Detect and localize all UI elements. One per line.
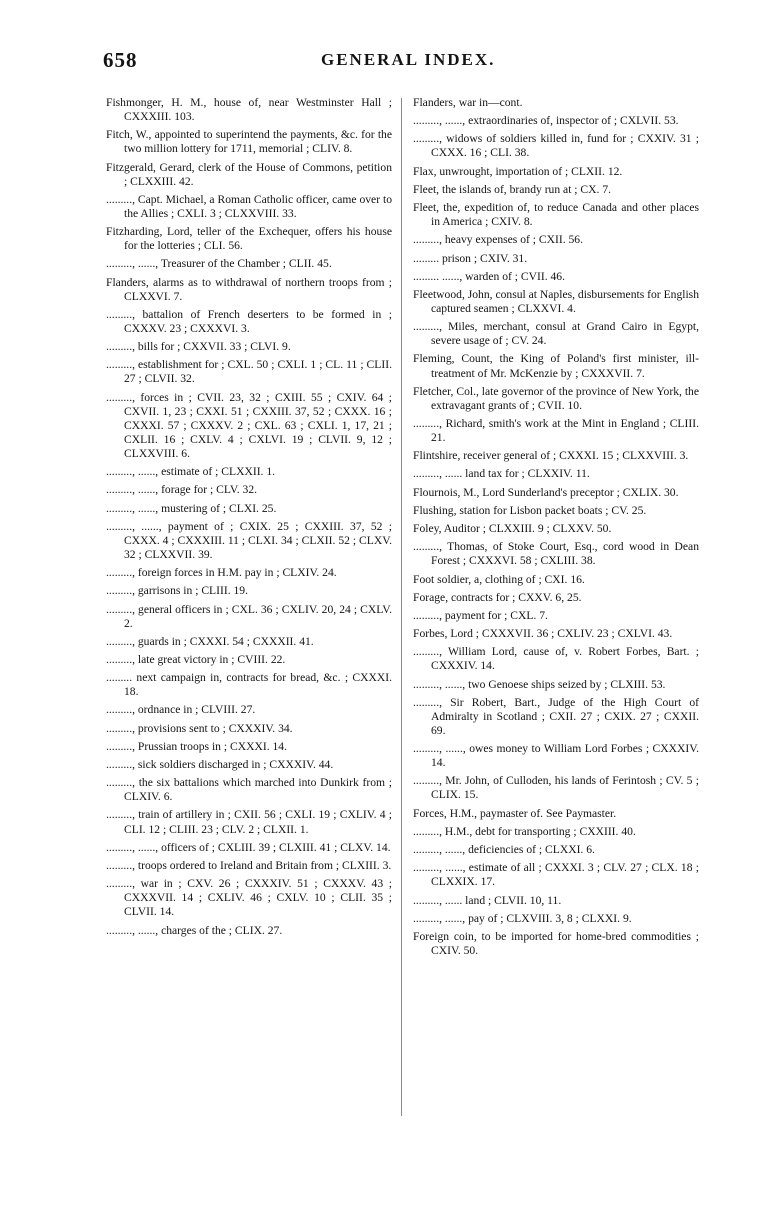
index-entry: ........., ......, forage for ; CLV. 32. — [106, 483, 258, 497]
index-entry: ........., widows of soldiers killed in, fund for ; CXXIV. 31 ; CXXX. 16 ; CLI. 38. — [413, 132, 699, 160]
index-entry: Forage, contracts for ; CXXV. 6, 25. — [413, 590, 582, 604]
index-entry: ........., bills for ; CXXVII. 33 ; CLVI. 9. — [106, 340, 291, 354]
index-entry: ........., forces in ; CVII. 23, 32 ; CXIII. 55 ; CXIV. 64 ; CXVII. 1, 23 ; CXXI. 51 ; CXXIII. 37, 52 ; CXXX. 16 ; CXXXI. 57 ; CXXXV. 2 ; CXL. 63 ; CXLI. 1, 17, 21 ; CXLII. 16 ; CXLV. 4 ; CXLVI. 19 ; CLVII. 9, 12 ; CLXXVIII. 6. — [106, 390, 392, 460]
index-entry: Fishmonger, H. M., house of, near Westminster Hall ; CXXXIII. 103. — [106, 96, 392, 124]
index-entry: Fleetwood, John, consul at Naples, disbursements for English captured seamen ; CLXXVI. 4. — [413, 287, 699, 315]
index-entry: ........., general officers in ; CXL. 36 ; CXLIV. 20, 24 ; CXLV. 2. — [106, 602, 392, 630]
index-entry: ........., ......, mustering of ; CLXI. 25. — [106, 501, 277, 515]
index-entry: ........., Richard, smith's work at the Mint in England ; CLIII. 21. — [413, 417, 699, 445]
index-entry: Fitch, W., appointed to superintend the payments, &c. for the two million lottery for 1711, memorial ; CLIV. 8. — [106, 128, 392, 156]
index-entry: Foot soldier, a, clothing of ; CXI. 16. — [413, 572, 585, 586]
index-entry: Flanders, war in—cont. — [413, 96, 523, 109]
index-entry: ........., ...... land ; CLVII. 10, 11. — [413, 893, 562, 907]
index-entry: ........., guards in ; CXXXI. 54 ; CXXXII. 41. — [106, 634, 314, 648]
index-entry: ........., ......, Treasurer of the Chamber ; CLII. 45. — [106, 257, 332, 271]
index-entry: Fitzgerald, Gerard, clerk of the House of Commons, petition ; CLXXIII. 42. — [106, 160, 392, 188]
index-entry: ........., Sir Robert, Bart., Judge of the High Court of Admiralty in Scotland ; CXII. 27 ; CXIX. 27 ; CXXII. 69. — [413, 695, 699, 737]
index-entry: Flushing, station for Lisbon packet boats ; CV. 25. — [413, 503, 647, 517]
index-entry: Fleming, Count, the King of Poland's first minister, ill-treatment of Mr. McKenzie by ; CXXXVII. 7. — [413, 352, 699, 380]
index-entry: ........., ......, owes money to William Lord Forbes ; CXXXIV. 14. — [413, 742, 699, 770]
index-entry: ........., ......, estimate of all ; CXXXI. 3 ; CLV. 27 ; CLX. 18 ; CLXXIX. 17. — [413, 861, 699, 889]
page-number: 658 — [103, 48, 138, 72]
index-entry: Fleet, the, expedition of, to reduce Canada and other places in America ; CXIV. 8. — [413, 201, 699, 229]
index-entry: ........., William Lord, cause of, v. Robert Forbes, Bart. ; CXXXIV. 14. — [413, 645, 699, 673]
index-entry: Flanders, alarms as to withdrawal of northern troops from ; CLXXVI. 7. — [106, 275, 392, 303]
index-entry: ........., establishment for ; CXL. 50 ; CXLI. 1 ; CL. 11 ; CLII. 27 ; CLVII. 32. — [106, 358, 392, 386]
index-entry: ........., Capt. Michael, a Roman Catholic officer, came over to the Allies ; CXLI. 3 ; CLXXVIII. 33. — [106, 192, 392, 220]
index-entry: Foreign coin, to be imported for home-bred commodities ; CXIV. 50. — [413, 929, 699, 957]
index-column-left — [106, 96, 392, 942]
index-entry: Forces, H.M., paymaster of. See Paymaster. — [413, 806, 617, 820]
index-entry: ........., ...... land tax for ; CLXXIV. 11. — [413, 467, 590, 481]
index-entry: ........., Thomas, of Stoke Court, Esq., cord wood in Dean Forest ; CXXXVI. 58 ; CXLIII. 38. — [413, 540, 699, 568]
index-entry: ........., ......, deficiencies of ; CLXXI. 6. — [413, 843, 595, 857]
running-head: GENERAL INDEX. — [321, 50, 496, 69]
index-entry: ........., ......, officers of ; CXLIII. 39 ; CLXIII. 41 ; CLXV. 14. — [106, 840, 391, 854]
index-entry: ........., war in ; CXV. 26 ; CXXXIV. 51 ; CXXXV. 43 ; CXXXVII. 14 ; CXLIV. 46 ; CXLV. 10 ; CLII. 35 ; CLVII. 14. — [106, 877, 392, 919]
index-entry: ........., heavy expenses of ; CXII. 56. — [413, 233, 584, 247]
index-entry: Fletcher, Col., late governor of the province of New York, the extravagant grants of ; CVII. 10. — [413, 384, 699, 412]
index-entry: Fleet, the islands of, brandy run at ; CX. 7. — [413, 182, 612, 196]
index-entry: ........., payment for ; CXL. 7. — [413, 608, 548, 622]
index-entry: ......... prison ; CXIV. 31. — [413, 251, 528, 265]
index-entry: ........., Miles, merchant, consul at Grand Cairo in Egypt, severe usage of ; CV. 24. — [413, 320, 699, 348]
index-entry: ........., ......, extraordinaries of, inspector of ; CXLVII. 53. — [413, 114, 679, 128]
index-entry: ........., ......, estimate of ; CLXXII. 1. — [106, 465, 276, 479]
index-entry: ........., ......, pay of ; CLXVIII. 3, 8 ; CLXXI. 9. — [413, 911, 632, 925]
index-entry: Flax, unwrought, importation of ; CLXII. 12. — [413, 164, 623, 178]
index-entry: ........., troops ordered to Ireland and Britain from ; CLXIII. 3. — [106, 858, 392, 872]
index-column-right — [413, 96, 699, 962]
index-entry: Flintshire, receiver general of ; CXXXI. 15 ; CLXXVIII. 3. — [413, 449, 689, 463]
index-entry: ........., ......, two Genoese ships seized by ; CLXIII. 53. — [413, 677, 666, 691]
index-entry: ........., H.M., debt for transporting ; CXXIII. 40. — [413, 824, 636, 838]
index-entry: ........., foreign forces in H.M. pay in ; CLXIV. 24. — [106, 566, 337, 580]
index-entry: ........., battalion of French deserters to be formed in ; CXXXV. 23 ; CXXXVI. 3. — [106, 307, 392, 335]
index-entry: ........., ......, payment of ; CXIX. 25 ; CXXIII. 37, 52 ; CXXX. 4 ; CXXXIII. 11 ; CLXI. 34 ; CLXII. 52 ; CLXV. 32 ; CLXXVII. 39. — [106, 519, 392, 561]
index-entry: ........., the six battalions which marched into Dunkirk from ; CLXIV. 6. — [106, 776, 392, 804]
index-entry: ........., sick soldiers discharged in ; CXXXIV. 44. — [106, 758, 334, 771]
index-entry: ........., provisions sent to ; CXXXIV. 34. — [106, 721, 293, 735]
index-entry: ........., late great victory in ; CVIII. 22. — [106, 652, 286, 666]
page-header — [103, 48, 694, 78]
index-entry: Fitzharding, Lord, teller of the Exchequer, offers his house for the lotteries ; CLI. 56. — [106, 225, 392, 253]
index-entry: ......... next campaign in, contracts for bread, &c. ; CXXXI. 18. — [106, 671, 392, 699]
index-entry: ........., ......, charges of the ; CLIX. 27. — [106, 923, 283, 937]
index-entry: ........., train of artillery in ; CXII. 56 ; CXLI. 19 ; CXLIV. 4 ; CLI. 12 ; CLIII. 23 ; CLV. 2 ; CLXII. 1. — [106, 808, 392, 836]
index-entry: ........., Mr. John, of Culloden, his lands of Ferintosh ; CV. 5 ; CLIX. 15. — [413, 774, 699, 802]
index-entry: Flournois, M., Lord Sunderland's preceptor ; CXLIX. 30. — [413, 485, 679, 499]
index-entry: ........., Prussian troops in ; CXXXI. 14. — [106, 739, 287, 753]
column-divider — [401, 98, 402, 1116]
index-entry: ........., ordnance in ; CLVIII. 27. — [106, 703, 256, 717]
index-entry: Forbes, Lord ; CXXXVII. 36 ; CXLIV. 23 ; CXLVI. 43. — [413, 627, 673, 641]
index-entry: Foley, Auditor ; CLXXIII. 9 ; CLXXV. 50. — [413, 522, 612, 536]
index-entry: ......... ......, warden of ; CVII. 46. — [413, 269, 565, 283]
index-entry: ........., garrisons in ; CLIII. 19. — [106, 584, 249, 598]
